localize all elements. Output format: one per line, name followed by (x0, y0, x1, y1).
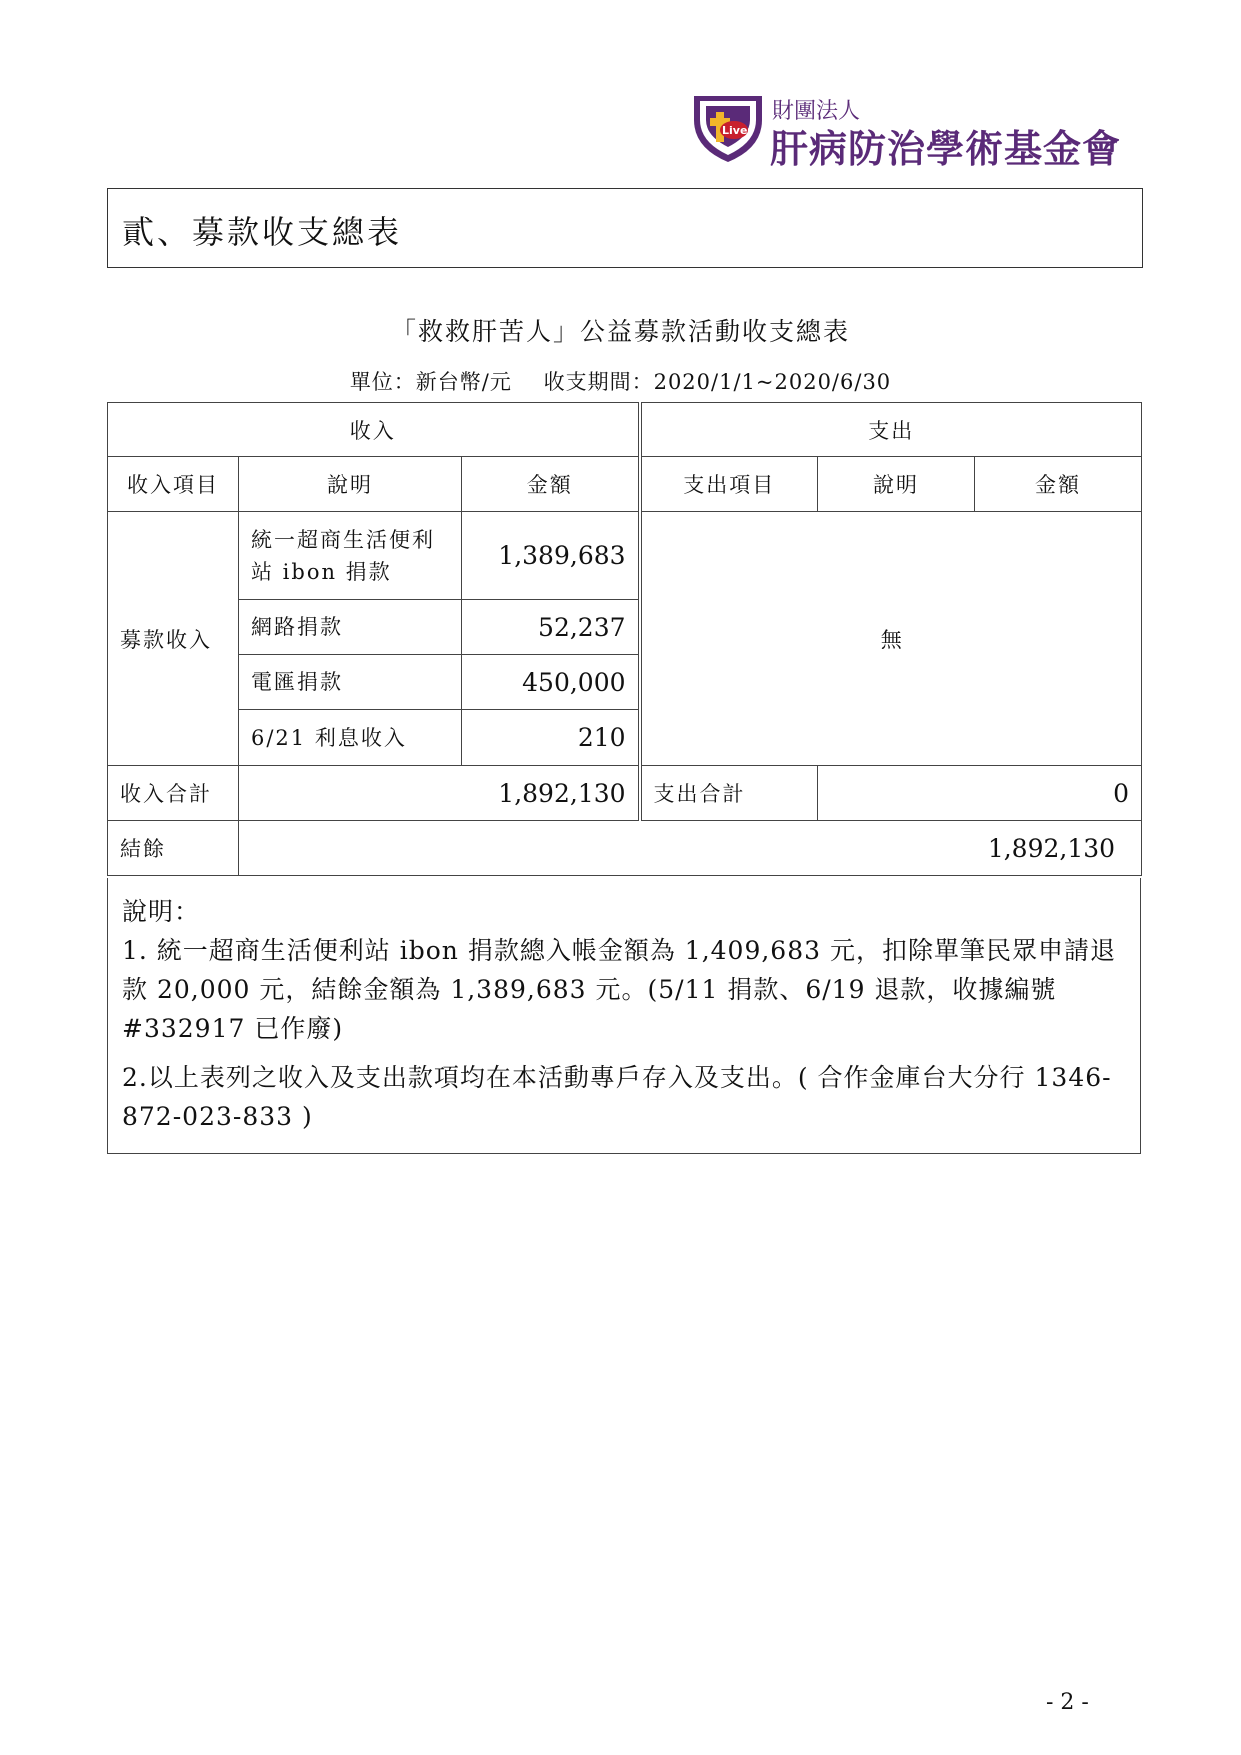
expense-header: 支出 (640, 403, 1142, 457)
liver-shield-icon (688, 92, 768, 164)
income-category: 募款收入 (108, 512, 239, 766)
org-prefix: 財團法人 (772, 99, 861, 124)
income-row-amount: 450,000 (462, 655, 640, 710)
income-row-desc: 統一超商生活便利站 ibon 捐款 (239, 512, 462, 600)
income-row-amount: 52,237 (462, 600, 640, 655)
income-row-desc: 電匯捐款 (239, 655, 462, 710)
table-column-header-row (108, 457, 1142, 512)
expense-total: 0 (818, 766, 1142, 821)
unit-period-line (0, 366, 1241, 396)
totals-row (108, 766, 1142, 821)
section-title: 貳、募款收支總表 (122, 213, 403, 251)
balance-row (108, 821, 1142, 876)
col-income-item: 收入項目 (108, 457, 239, 512)
period-label: 收支期間：2020/1/1~2020/6/30 (543, 370, 892, 394)
income-expense-table (107, 402, 1142, 876)
income-total-label: 收入合計 (108, 766, 239, 821)
org-logo (688, 92, 1128, 171)
col-expense-amount: 金額 (975, 457, 1142, 512)
balance-label: 結餘 (108, 821, 239, 876)
table-group-header-row (108, 403, 1142, 457)
report-title: 「救救肝苦人」公益募款活動收支總表 (390, 317, 850, 346)
page-number: - 2 - (1046, 1690, 1089, 1715)
income-total: 1,892,130 (239, 766, 640, 821)
notes-heading: 說明： (122, 897, 201, 926)
logo-mark-text: Liver (722, 124, 753, 137)
table-row (108, 512, 1142, 600)
note-item: 1. 統一超商生活便利站 ibon 捐款總入帳金額為 1,409,683 元，扣除單筆民眾申請退款 20,000 元，結餘金額為 1,389,683 元。(5/11 捐款、6/19 退款，收據編號 #332917 已作廢) (122, 936, 1116, 1043)
income-row-desc: 網路捐款 (239, 600, 462, 655)
col-income-desc: 說明 (239, 457, 462, 512)
col-income-amount: 金額 (462, 457, 640, 512)
expense-total-label: 支出合計 (640, 766, 818, 821)
col-expense-item: 支出項目 (640, 457, 818, 512)
col-expense-desc: 說明 (818, 457, 975, 512)
income-row-amount: 210 (462, 710, 640, 766)
note-item: 2.以上表列之收入及支出款項均在本活動專戶存入及支出。( 合作金庫台大分行 1346-872-023-833 ) (122, 1063, 1112, 1131)
org-name: 肝病防治學術基金會 (770, 127, 1122, 171)
income-row-desc: 6/21 利息收入 (239, 710, 462, 766)
unit-label: 單位：新台幣/元 (349, 370, 512, 394)
expense-none: 無 (640, 512, 1142, 766)
income-header: 收入 (108, 403, 640, 457)
income-row-amount: 1,389,683 (462, 512, 640, 600)
notes-box (107, 878, 1141, 1154)
section-header-box (107, 188, 1143, 268)
balance-amount: 1,892,130 (239, 821, 1142, 876)
